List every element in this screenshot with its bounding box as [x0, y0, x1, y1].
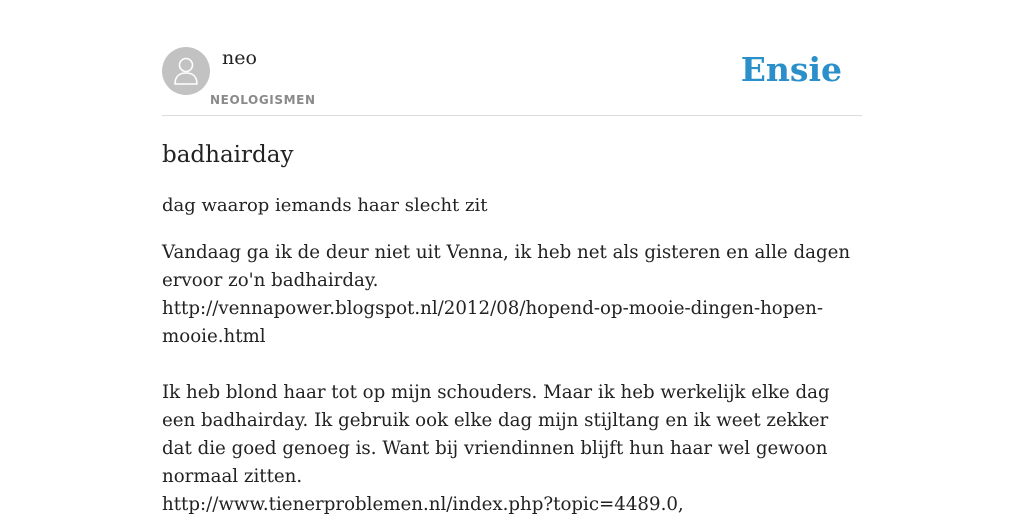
entry-examples	[162, 239, 862, 519]
entry-title: badhairday	[162, 142, 294, 168]
category-label[interactable]: NEOLOGISMEN	[210, 93, 316, 107]
example-paragraph: Ik heb blond haar tot op mijn schouders. Maar ik heb werkelijk elke dag een badhairday. Ik gebruik ook elke dag mijn stijltang en ik weet zekker dat die goed genoeg is. Want bij vriendinnen blijft hun haar wel gewoon normaal zitten. http://www.tienerproblemen.nl/index.php?topic=4489.0,	[162, 382, 830, 515]
author-name[interactable]: neo	[222, 47, 257, 69]
brand-logo[interactable]: Ensie	[740, 50, 842, 89]
example-paragraph: Vandaag ga ik de deur niet uit Venna, ik heb net als gisteren en alle dagen ervoor zo'n badhairday. http://vennapower.blogspot.nl/2012/08/hopend-op-mooie-dingen-hopen-mooie.html	[162, 242, 851, 347]
entry-header	[162, 0, 862, 116]
user-icon	[172, 55, 200, 87]
entry-definition: dag waarop iemands haar slecht zit	[162, 195, 488, 216]
entry-card	[162, 0, 862, 515]
avatar[interactable]	[162, 47, 210, 95]
